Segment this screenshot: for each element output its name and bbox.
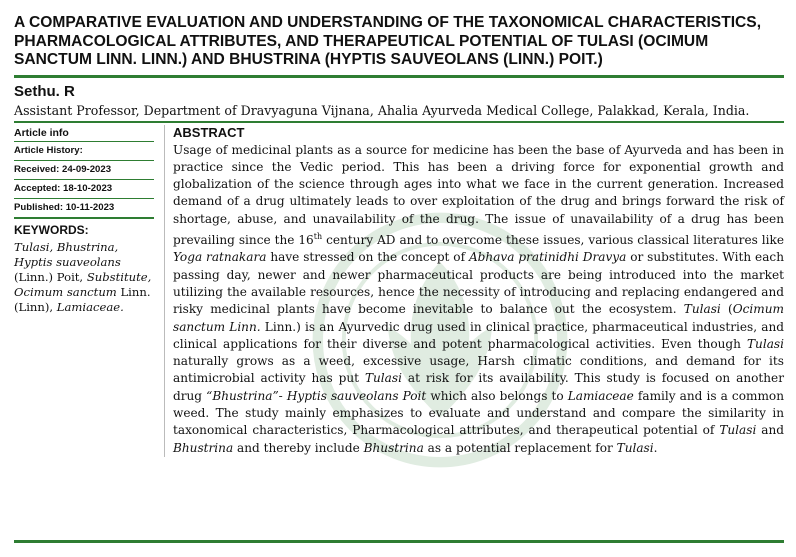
paper-page [14,14,784,457]
abstract-italic: Bhustrina [173,440,234,455]
keywords-text [14,240,154,316]
author-affiliation: Assistant Professor, Department of Dravyaguna Vijnana, Ahalia Ayurveda Medical College, Palakkad, Kerala, India. [14,102,750,118]
abstract-text: Linn.) is an Ayurvedic drug used in clinical practice, pharmaceutical industries, and clinical applications for their diverse and potent pharmacological activities. Even though [173,319,784,351]
abstract-text: . [653,440,658,455]
header-divider [14,121,784,123]
abstract-italic: Tulasi [719,423,757,438]
abstract-text: naturally grows as a weed, excessive usage, Harsh climatic conditions, and demand for its antimicrobial activity has put [173,354,784,386]
abstract-text: which also belongs to [426,388,568,403]
abstract-italic: “Bhustrina”- Hyptis sauveolans Poit [206,388,427,403]
abstract-text: family and is a common weed. The study mainly emphasizes to evaluate and understand and compare the similarity in taxonomical characteristics, Pharmacological attributes, and therapeutical potential of [173,388,784,438]
abstract-text: as a potential replacement for [423,440,617,455]
abstract-italic: Bhustrina [363,440,424,455]
abstract-text: century AD and to overcome these issues, various classical literatures like [322,233,784,248]
accepted-date: Accepted: 18-10-2023 [14,183,113,194]
article-info-sidebar [14,125,154,457]
abstract-italic: Tulasi [616,440,654,455]
abstract-italic: Lamiaceae [567,388,634,403]
content-row [14,125,784,457]
abstract-text: and [756,423,784,438]
published-date: Published: 10-11-2023 [14,202,115,213]
received-date: Received: 24-09-2023 [14,164,112,175]
abstract-body [173,142,784,457]
keywords-heading: KEYWORDS: [14,222,89,237]
abstract-italic: Ocimum sanctum Linn. [173,302,784,334]
keyword-plain: Linn. (Linn), [14,285,151,315]
abstract-text: at risk for its availability. This study is focused on another drug [173,371,784,403]
abstract-italic: Tulasi [364,371,402,386]
abstract-text: and thereby include [233,440,364,455]
abstract-italic: Abhava pratinidhi Dravya [468,250,627,265]
abstract-section [164,125,784,457]
author-name: Sethu. R [14,82,75,100]
keyword-italic: Lamiaceae. [56,300,124,315]
abstract-italic: Yoga ratnakara [173,250,267,265]
keyword-italic: Substitute, Ocimum sanctum [14,269,152,300]
article-history-label: Article History: [14,145,83,156]
footer-divider [14,540,784,543]
abstract-italic: Tulasi [746,336,784,351]
abstract-superscript: th [313,231,323,241]
abstract-text: ( [720,302,733,317]
keyword-italic: Tulasi, Bhustrina, Hyptis suaveolans [14,239,121,269]
abstract-text: have stressed on the concept of [266,250,469,265]
abstract-italic: Tulasi [683,302,721,317]
abstract-text: or substitutes. With each passing day, newer and newer pharmaceutical products are being introduced into the market utilizing the available resources, hence the necessity of introducing and replacing endangered and risky medicinal plants have become inevitable to balance out the ecosystem. [173,250,784,317]
sidebar-divider [14,217,154,219]
keyword-plain: (Linn.) Poit, [14,269,87,284]
abstract-heading: ABSTRACT [173,124,245,140]
article-info-heading: Article info [14,126,69,139]
abstract-text: Usage of medicinal plants as a source for medicine has been the base of Ayurveda and has been in practice since the Vedic period. This has been a driving force for exponential growth and globalization of the science through ages into what we face in the current generation. Increased demand of a drug ultimately leads to over exploitation of the drug and brings forward the risk of shortage, abuse, and unavailability of the drug. The issue of unavailability of a drug has been prevailing since the 16 [173,142,784,248]
title-divider [14,75,784,78]
paper-title: A COMPARATIVE EVALUATION AND UNDERSTANDING OF THE TAXONOMICAL CHARACTERISTICS, PHARMACOLOGICAL ATTRIBUTES, AND THERAPEUTICAL POTENTIAL OF TULASI (OCIMUM SANCTUM LINN. LINN.) AND BHUSTRINA (HYPTIS SAUVEOLANS (LINN.) POIT.) [14,14,762,68]
